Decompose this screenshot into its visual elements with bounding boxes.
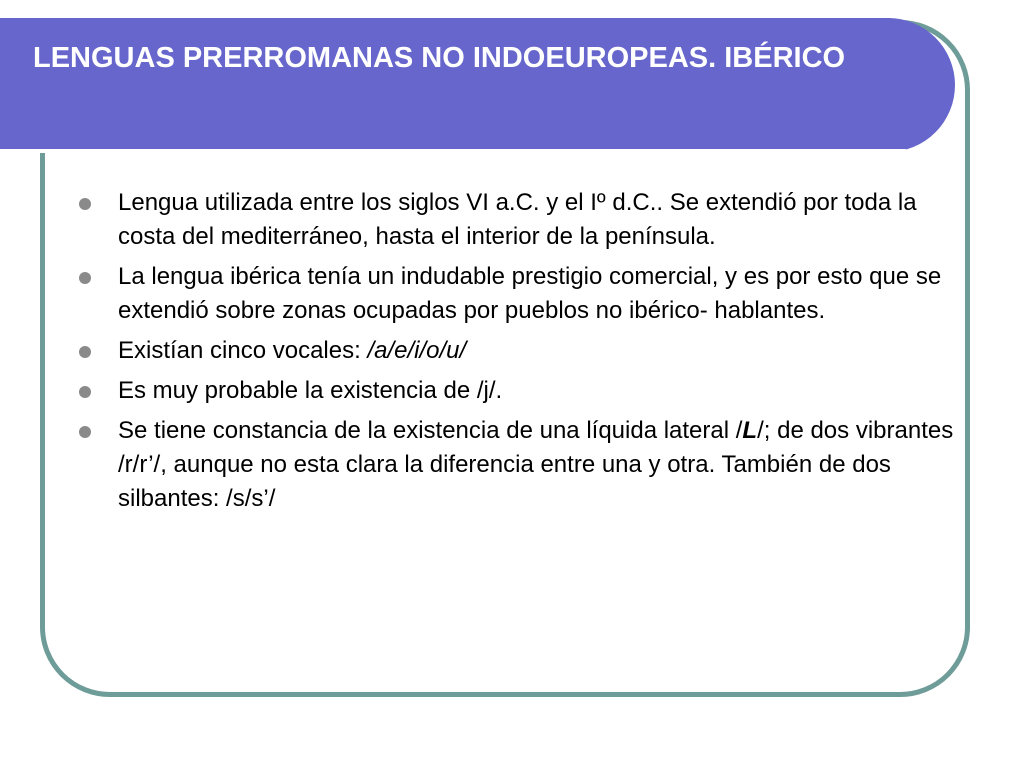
bullet-text: Lengua utilizada entre los siglos VI a.C. y el Iº d.C.. Se extendió por toda la costa del mediterráneo, hasta el interior de la península. bbox=[118, 189, 917, 250]
bullet-item-consonants bbox=[75, 414, 955, 516]
lateral-phoneme: L bbox=[742, 417, 758, 444]
title-underline bbox=[0, 149, 906, 153]
bullet-text: Es muy probable la existencia de /j/. bbox=[118, 377, 503, 404]
slide-title: LENGUAS PRERROMANAS NO INDOEUROPEAS. IBÉRICO bbox=[33, 42, 846, 74]
bullet-item-palatal bbox=[75, 374, 955, 408]
bullet-text: Se tiene constancia de la existencia de una líquida lateral / bbox=[118, 417, 743, 444]
bullet-list bbox=[75, 186, 955, 522]
bullet-item-extension bbox=[75, 186, 955, 254]
bullet-dot-icon bbox=[79, 346, 91, 358]
bullet-item-vowels bbox=[75, 334, 955, 368]
bullet-text: La lengua ibérica tenía un indudable prestigio comercial, y es por esto que se extendió sobre zonas ocupadas por pueblos no ibérico- hablantes. bbox=[118, 263, 942, 324]
bullet-text: Existían cinco vocales: bbox=[118, 337, 368, 364]
bullet-item-prestige bbox=[75, 260, 955, 328]
bullet-dot-icon bbox=[79, 198, 91, 210]
bullet-dot-icon bbox=[79, 426, 91, 438]
bullet-text-suffix: /; de dos vibrantes /r/r’/, aunque no esta clara la diferencia entre una y otra. También de dos silbantes: /s/s’/ bbox=[118, 417, 954, 512]
bullet-dot-icon bbox=[79, 386, 91, 398]
bullet-dot-icon bbox=[79, 272, 91, 284]
vowel-phonemes: /a/e/i/o/u/ bbox=[367, 337, 467, 364]
